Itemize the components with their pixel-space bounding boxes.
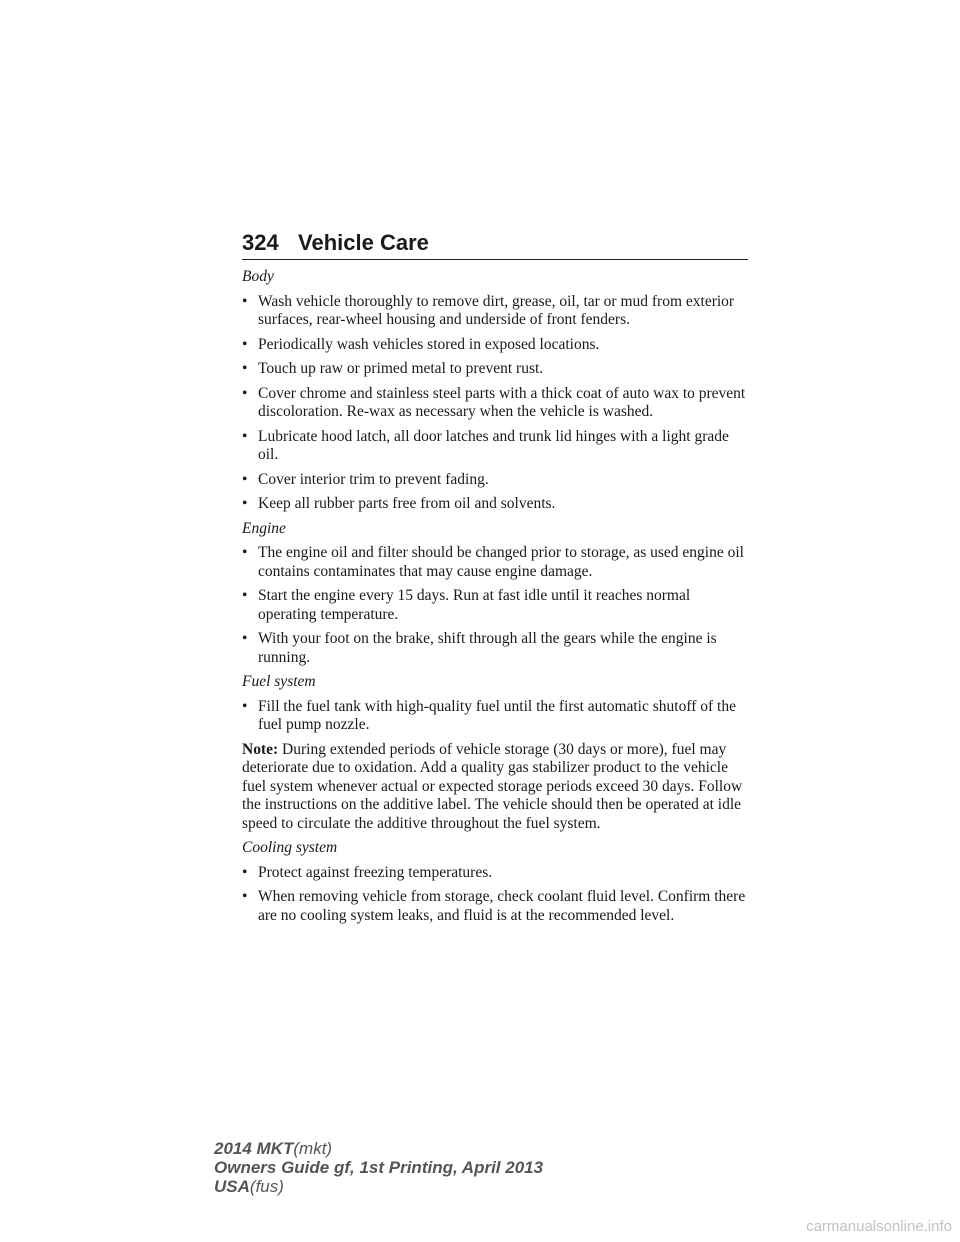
list-item-text: With your foot on the brake, shift through all the gears while the engine is running. (258, 630, 717, 666)
list-item-text: The engine oil and filter should be changed prior to storage, as used engine oil contains contaminates that may cause engine damage. (258, 544, 744, 580)
list-item-text: Wash vehicle thoroughly to remove dirt, grease, oil, tar or mud from exterior surfaces, rear-wheel housing and underside of front fenders. (258, 292, 735, 328)
note-text: During extended periods of vehicle storage (30 days or more), fuel may deteriorate due to oxidation. Add a quality gas stabilizer product to the vehicle fuel system whenever actual or expected storage periods exceed 30 days. Follow the instructions on the additive label. The vehicle should then be operated at idle speed to circulate the additive throughout the fuel system. (242, 740, 743, 832)
bullet-icon: • (242, 470, 248, 488)
bullet-icon: • (242, 495, 248, 512)
list-item (242, 544, 752, 581)
list-item (242, 587, 752, 624)
subheading-fuel-system: Fuel system (242, 673, 316, 690)
list-item (242, 864, 752, 883)
list-item (242, 495, 752, 514)
body-bullet-list (242, 293, 752, 514)
cooling-bullet-list (242, 864, 752, 926)
page-number: 324 (242, 230, 279, 255)
list-item-text: Touch up raw or primed metal to prevent rust. (258, 360, 544, 377)
bullet-icon: • (242, 697, 248, 715)
bullet-icon: • (242, 360, 248, 377)
site-watermark: carmanualsonline.info (806, 1218, 952, 1235)
list-item-text: Periodically wash vehicles stored in exposed locations. (258, 335, 600, 353)
header-rule (242, 259, 748, 260)
list-item-text: Keep all rubber parts free from oil and solvents. (258, 495, 556, 512)
list-item (242, 698, 752, 735)
bullet-icon: • (242, 888, 248, 905)
list-item (242, 630, 752, 667)
bullet-icon: • (242, 630, 248, 647)
bullet-icon: • (242, 544, 248, 561)
footer-line-market (214, 1177, 543, 1196)
list-item (242, 336, 752, 355)
footer-model: 2014 MKT (214, 1139, 294, 1158)
document-footer (214, 1139, 543, 1196)
subheading-engine: Engine (242, 519, 286, 537)
footer-printing: Owners Guide gf, 1st Printing, April 2013 (214, 1158, 544, 1177)
bullet-icon: • (242, 384, 248, 402)
section-title: Vehicle Care (298, 230, 429, 255)
subheading-body: Body (242, 268, 274, 285)
page-header (242, 230, 748, 262)
footer-model-code: (mkt) (293, 1139, 333, 1158)
footer-line-model (214, 1139, 543, 1158)
list-item-text: Start the engine every 15 days. Run at fast idle until it reaches normal operating temperature. (258, 587, 691, 623)
list-item-text: When removing vehicle from storage, check coolant fluid level. Confirm there are no cooling system leaks, and fluid is at the recommended level. (258, 888, 746, 924)
bullet-icon: • (242, 587, 248, 604)
list-item-text: Protect against freezing temperatures. (258, 863, 493, 881)
page-content (242, 268, 752, 931)
list-item (242, 471, 752, 490)
bullet-icon: • (242, 863, 248, 881)
list-item (242, 428, 752, 465)
list-item (242, 360, 752, 379)
list-item (242, 888, 752, 925)
list-item-text: Cover chrome and stainless steel parts with a thick coat of auto wax to prevent discoloration. Re-wax as necessary when the vehicle is washed. (258, 384, 746, 420)
engine-bullet-list (242, 544, 752, 667)
footer-market: USA (214, 1177, 250, 1196)
list-item-text: Fill the fuel tank with high-quality fuel until the first automatic shutoff of the fuel pump nozzle. (258, 697, 736, 733)
list-item (242, 293, 752, 330)
note-label: Note: (242, 740, 279, 758)
list-item (242, 385, 752, 422)
storage-note (242, 741, 752, 834)
subheading-cooling-system: Cooling system (242, 839, 338, 856)
bullet-icon: • (242, 335, 248, 353)
bullet-icon: • (242, 427, 248, 445)
footer-market-code: (fus) (249, 1177, 284, 1196)
list-item-text: Lubricate hood latch, all door latches and trunk lid hinges with a light grade oil. (258, 427, 729, 463)
bullet-icon: • (242, 292, 248, 310)
list-item-text: Cover interior trim to prevent fading. (258, 470, 489, 488)
fuel-bullet-list (242, 698, 752, 735)
